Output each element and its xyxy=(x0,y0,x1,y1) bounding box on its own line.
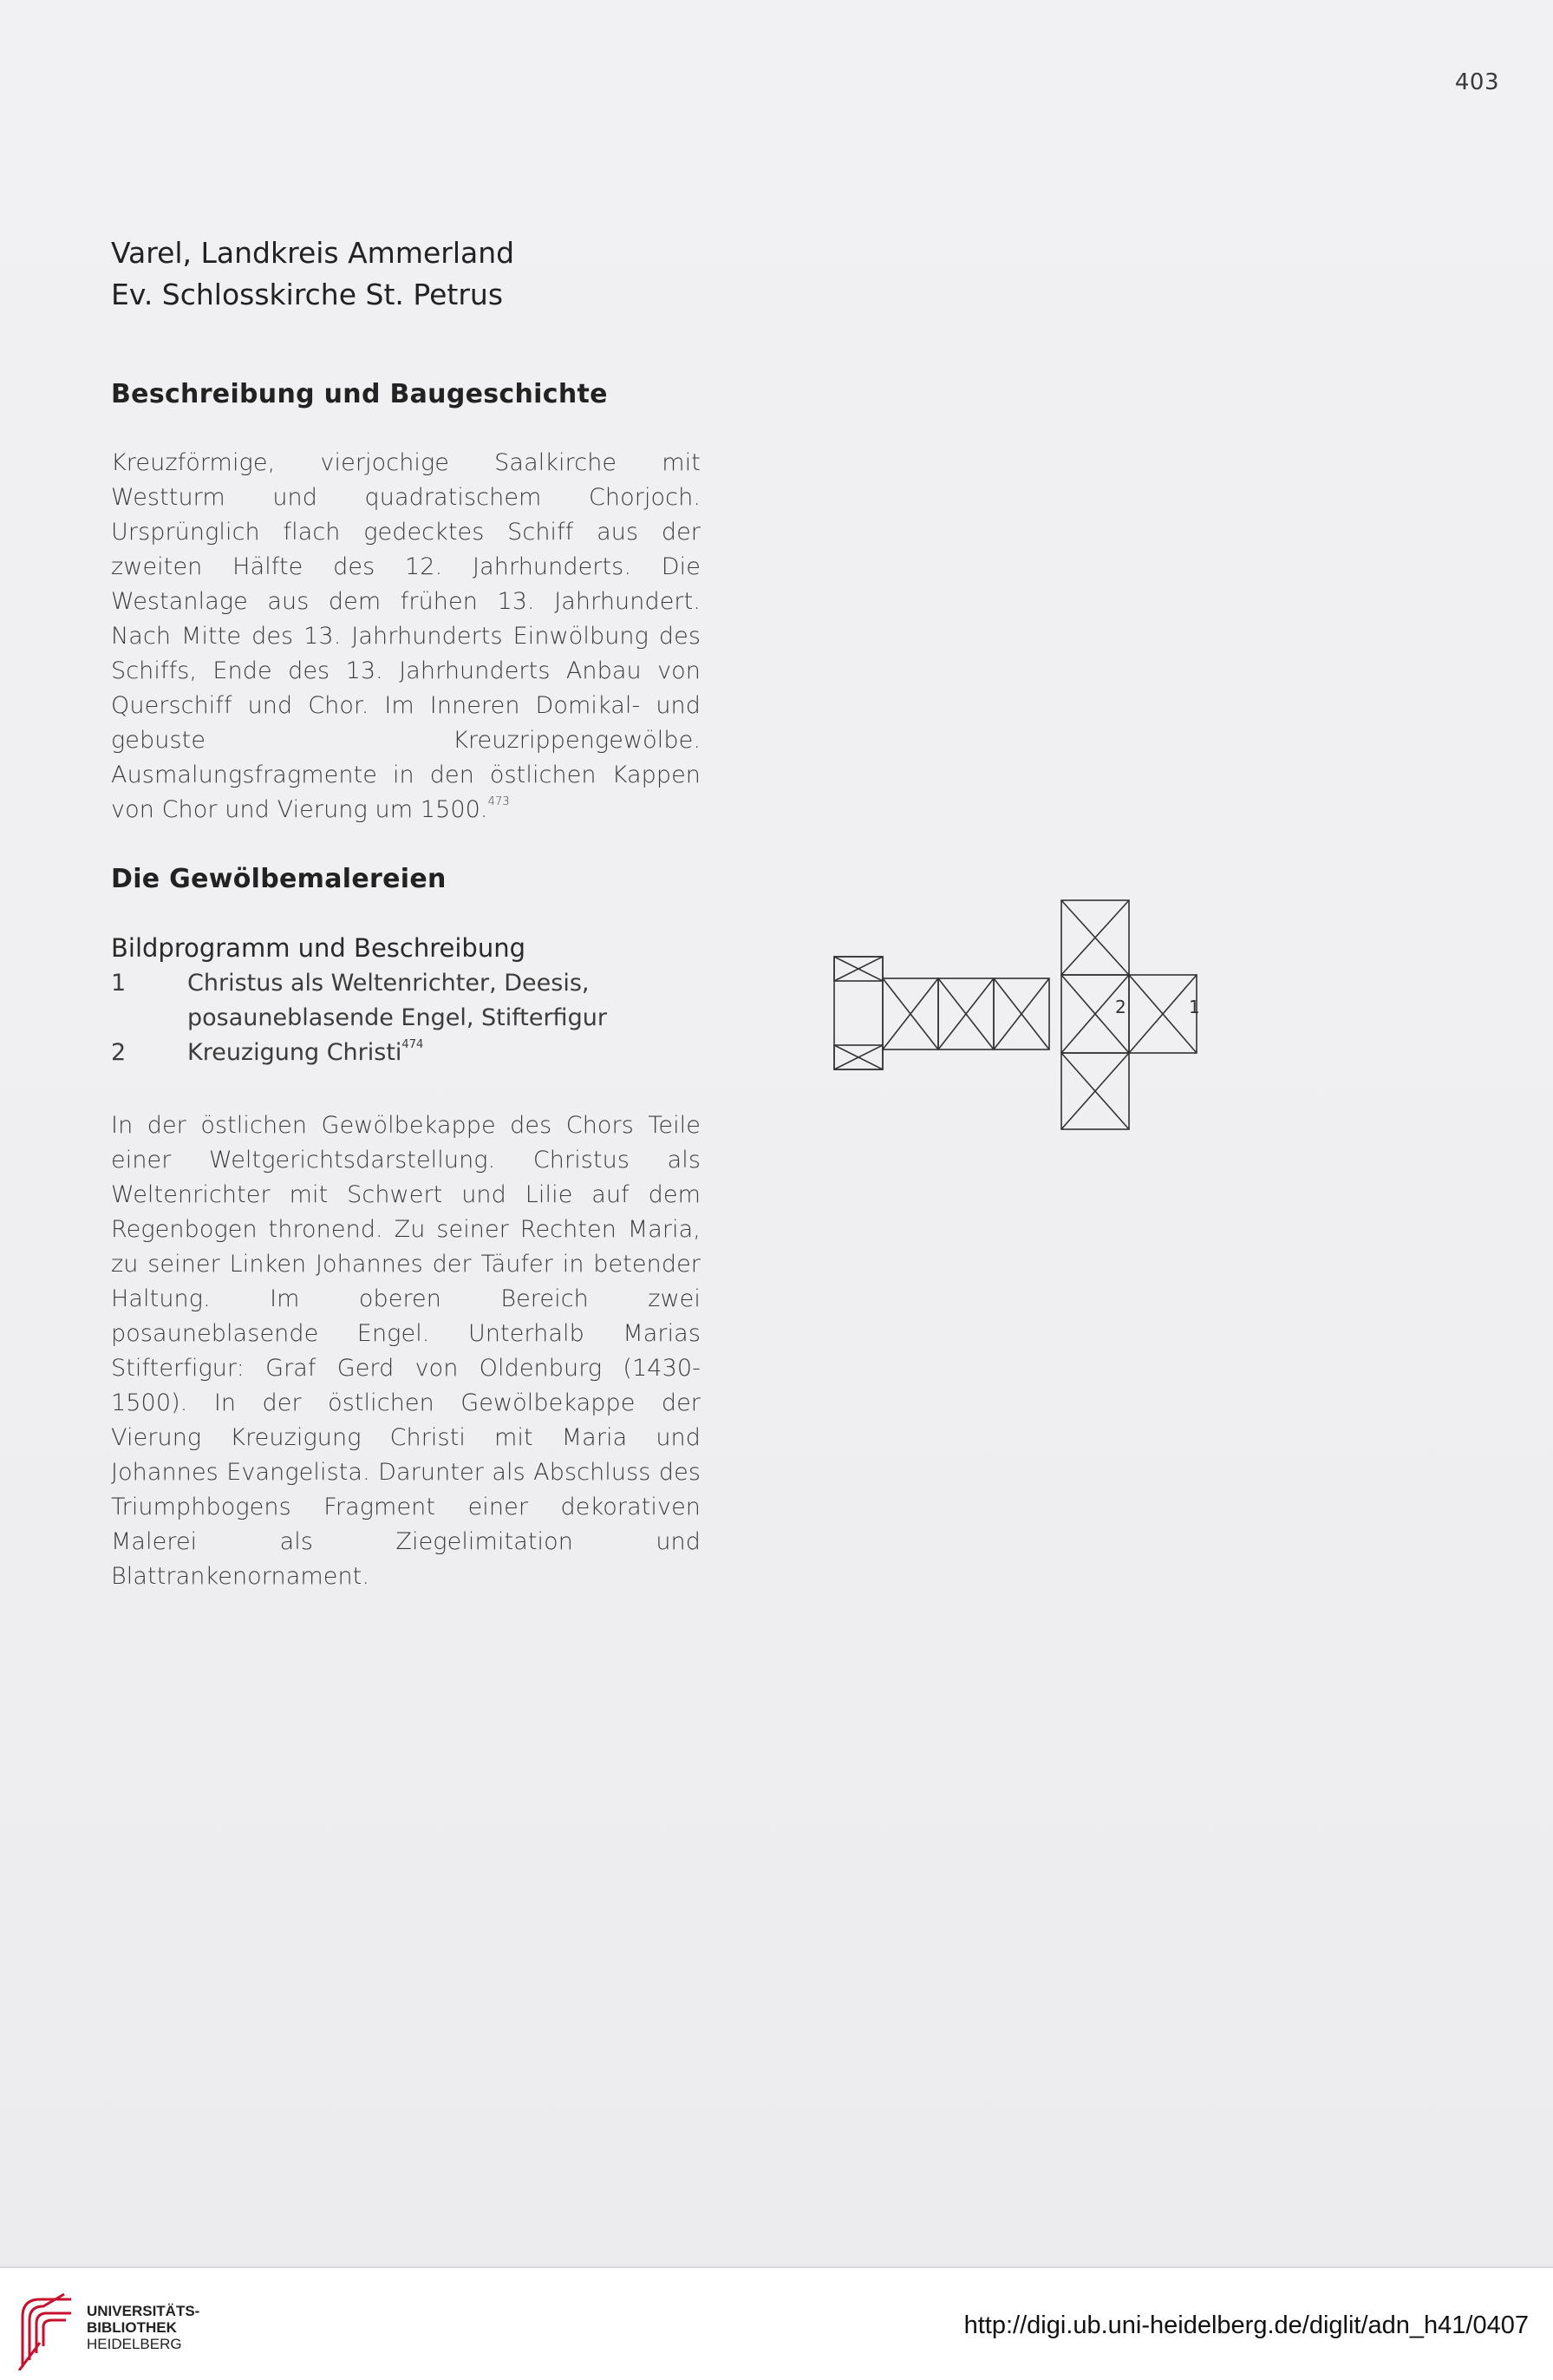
program-list xyxy=(111,966,701,1070)
title-line-location: Varel, Landkreis Ammerland xyxy=(111,236,515,270)
description-paragraph xyxy=(111,446,701,827)
paintings-paragraph: In der östlichen Gewölbekappe des Chors Teile einer Weltgerichtsdarstellung. Christus als Weltenrichter mit Schwert und Lilie auf dem Regenbogen thronend. Zu seiner Rechten Maria, zu seiner Linken Johannes der Täufer in betender Haltung. Im oberen Bereich zwei posauneblasende Engel. Unterhalb Marias Stifterfigur: Graf Gerd von Oldenburg (1430-1500). In der östlichen Gewölbekappe der Vierung Kreuzigung Christi mit Maria und Johannes Evangelista. Darunter als Abschluss des Triumphbogens Fragment einer dekorativen Malerei als Ziegelimitation und Blattrankenornament. xyxy=(111,1112,701,1590)
logo-line-3: HEIDELBERG xyxy=(87,2336,182,2352)
plan-label-choir: 1 xyxy=(1189,997,1200,1017)
description-text: Kreuzförmige, vierjochige Saalkirche mit Westturm und quadratischem Chorjoch. Ursprünglich flach gedecktes Schiff aus der zweiten Hälfte des 12. Jahrhunderts. Die Westanlage aus dem frühen 13. Jahrhundert. Nach Mitte des 13. Jahrhunderts Einwölbung des Schiffs, Ende des 13. Jahrhunderts Anbau von Querschiff und Chor. Im Inneren Domikal- und gebuste Kreuzrippengewölbe. Ausmalungsfragmente in den östlichen Kappen von Chor und Vierung um 1500. xyxy=(111,449,701,823)
list-item-number: 2 xyxy=(111,1039,127,1066)
logo-line-2: BIBLIOTHEK xyxy=(87,2319,177,2336)
list-item-number: 1 xyxy=(111,970,127,997)
list-item xyxy=(111,1036,701,1070)
list-item-text xyxy=(187,1036,701,1070)
plan-south-transept xyxy=(1061,1053,1129,1129)
list-item-label: Christus als Weltenrichter, Deesis, posauneblasende Engel, Stifterfigur xyxy=(187,970,607,1031)
library-logo-text xyxy=(87,2303,199,2352)
plan-west-tower xyxy=(834,957,883,1069)
plan-label-crossing: 2 xyxy=(1115,997,1126,1017)
list-item-text xyxy=(187,966,701,1036)
list-item-label: Kreuzigung Christi xyxy=(187,1039,402,1066)
page-title xyxy=(111,232,514,316)
vault-floor-plan xyxy=(824,893,1214,1133)
title-line-church: Ev. Schlosskirche St. Petrus xyxy=(111,278,504,311)
plan-nave-bays xyxy=(883,978,1049,1049)
section-heading-paintings: Die Gewölbemalereien xyxy=(111,864,447,894)
logo-line-1: UNIVERSITÄTS- xyxy=(87,2303,200,2319)
library-logo-icon xyxy=(16,2291,78,2370)
footer-bar xyxy=(0,2266,1553,2380)
section-heading-description: Beschreibung und Baugeschichte xyxy=(111,379,608,409)
footnote-marker: 473 xyxy=(487,795,510,808)
plan-choir xyxy=(1129,975,1197,1053)
source-url-link[interactable]: http://digi.ub.uni-heidelberg.de/diglit/adn_h41/0407 xyxy=(963,2311,1529,2339)
list-item xyxy=(111,966,701,1036)
footnote-marker: 474 xyxy=(401,1038,424,1051)
subheading-program: Bildprogramm und Beschreibung xyxy=(111,933,525,963)
page-number: 403 xyxy=(1454,69,1499,95)
plan-north-transept xyxy=(1061,900,1129,975)
